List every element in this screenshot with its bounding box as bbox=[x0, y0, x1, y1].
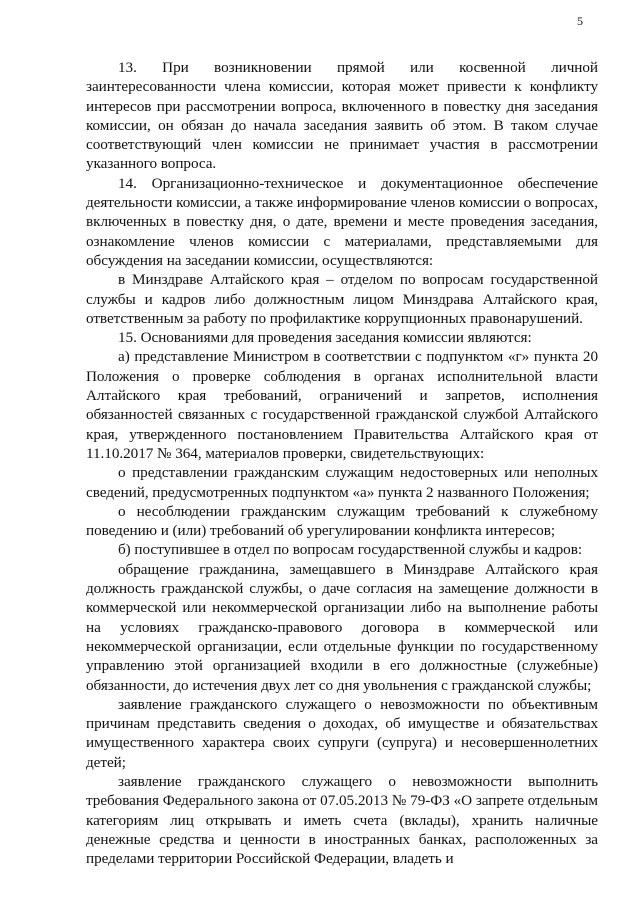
paragraph-inaccurate-information: о представлении гражданским служащим недостоверных или неполных сведений, предусмотренных подпунктом «а» пункта 2 названного Положения; bbox=[86, 464, 598, 501]
page-number: 5 bbox=[577, 14, 583, 28]
paragraph-b-received: б) поступившее в отдел по вопросам государственной службы и кадров: bbox=[118, 541, 582, 559]
paragraph-a-minister-submission: а) представление Министром в соответствии с подпунктом «г» пункта 20 Положения о проверке соблюдения в органах исполнительной власти Алтайского края требований, ограничений и запретов, исполнения обязанностей связанных с государственной гражданской службой Алтайского края, утвержденного постановлением Правительства Алтайского края от 11.10.2017 № 364, материалов проверки, свидетельствующих: bbox=[86, 348, 598, 462]
paragraph-13-conflict-of-interest: 13. При возникновении прямой или косвенной личной заинтересованности члена комиссии, которая может привести к конфликту интересов при рассмотрении вопроса, включенного в повестку дня заседания комиссии, он обязан до начала заседания заявить об этом. В таком случае соответствующий член комиссии не принимает участия в рассмотрении указанного вопроса. bbox=[86, 59, 598, 173]
paragraph-14-organizational-support: 14. Организационно-техническое и документационное обеспечение деятельности комиссии, а также информирование членов комиссии о вопросах, включенных в повестку дня, о дате, времени и месте проведения заседания, ознакомление членов комиссии с материалами, представляемыми для обсуждения на заседании комиссии, осуществляются: bbox=[86, 174, 598, 269]
paragraph-federal-law-statement: заявление гражданского служащего о невозможности выполнить требования Федерального закона от 07.05.2013 № 79-ФЗ «О запрете отдельным категориям лиц открывать и иметь счета (вклады), хранить наличные денежные средства и ценности в иностранных банках, расположенных за пределами территории Российской Федерации, владеть и bbox=[86, 772, 598, 868]
paragraph-15-grounds: 15. Основаниями для проведения заседания комиссии являются: bbox=[118, 329, 532, 347]
paragraph-responsible-department: в Минздраве Алтайского края – отделом по вопросам государственной службы и кадров либо должностным лицом Минздрава Алтайского края, ответственным за работу по профилактике коррупционных правонарушений. bbox=[86, 271, 598, 327]
document-body bbox=[86, 58, 598, 868]
paragraph-citizen-appeal: обращение гражданина, замещавшего в Минздраве Алтайского края должность гражданской службы, о даче согласия на замещение должности в коммерческой или некоммерческой организации либо на выполнение работы на условиях гражданско-правового договора в коммерческой или некоммерческой организации, если отдельные функции по государственному управлению этой организацией входили в его должностные (служебные) обязанности, до истечения двух лет со дня увольнения с гражданской службы; bbox=[86, 560, 598, 694]
paragraph-non-compliance: о несоблюдении гражданским служащим требований к служебному поведению и (или) требований об урегулировании конфликта интересов; bbox=[86, 502, 598, 540]
paragraph-income-statement: заявление гражданского служащего о невозможности по объективным причинам представить сведения о доходах, об имуществе и обязательствах имущественного характера своих супруги (супруга) и несовершеннолетних детей; bbox=[86, 695, 598, 771]
